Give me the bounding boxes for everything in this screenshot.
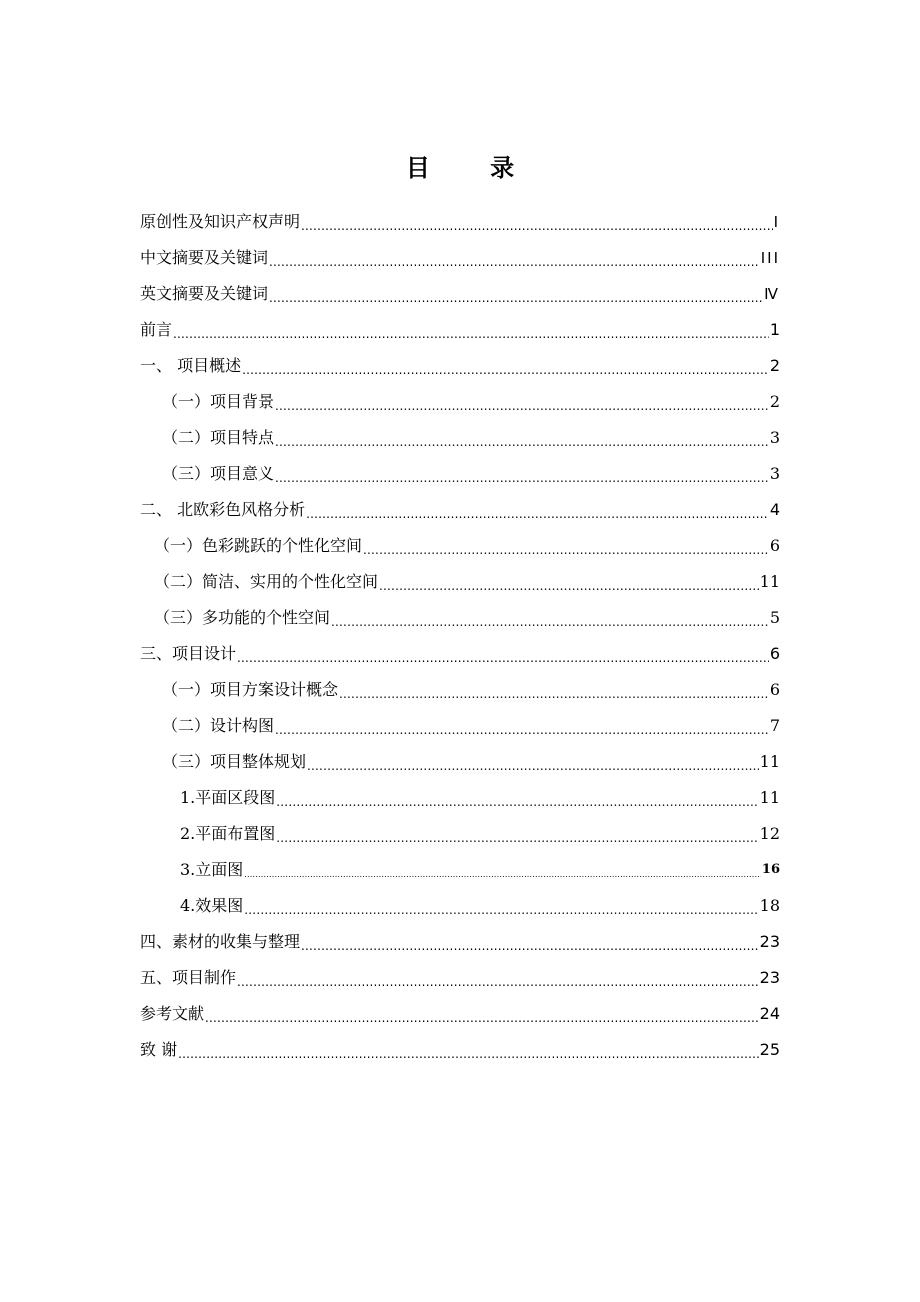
toc-entry[interactable]	[140, 456, 780, 492]
dot-leader	[173, 324, 769, 344]
toc-entry[interactable]	[140, 672, 780, 708]
dot-leader	[205, 1008, 759, 1028]
toc-entry-label: 原创性及知识产权声明	[140, 212, 301, 231]
toc-entry-page: 11	[759, 752, 780, 771]
toc-entry[interactable]	[140, 312, 780, 348]
dot-leader	[306, 504, 769, 524]
dot-leader	[237, 648, 769, 668]
toc-entry-label: 二、 北欧彩色风格分析	[140, 500, 306, 519]
toc-entry-label: （一）色彩跳跃的个性化空间	[154, 536, 363, 555]
toc-entry-label: 参考文献	[140, 1004, 205, 1023]
dot-leader	[244, 900, 758, 920]
toc-entry-label: （三）多功能的个性空间	[154, 608, 331, 627]
toc-entry[interactable]	[140, 960, 780, 996]
toc-entry-page: 23	[759, 932, 780, 951]
toc-entry-page: 3	[769, 464, 780, 483]
dot-leader	[307, 756, 759, 776]
toc-entry[interactable]	[140, 600, 780, 636]
toc-entry[interactable]	[140, 348, 780, 384]
dot-leader	[301, 216, 773, 236]
toc-entry-page: Ⅰ	[773, 213, 780, 231]
toc-entry-label: 三、项目设计	[140, 644, 237, 663]
toc-entry-page: ⅠⅠⅠ	[760, 249, 780, 267]
toc-entry-page: 3	[769, 428, 780, 447]
toc-entry-page: 12	[759, 824, 780, 843]
toc-entry-label: （一）项目方案设计概念	[162, 680, 339, 699]
toc-entry-page: 18	[759, 896, 780, 915]
toc-entry-label: 致 谢	[140, 1040, 178, 1059]
dot-leader	[275, 720, 769, 740]
toc-entry[interactable]	[140, 1032, 780, 1068]
toc-entry-label: 英文摘要及关键词	[140, 284, 269, 303]
toc-entry-label: （二）简洁、实用的个性化空间	[154, 572, 379, 591]
dot-leader	[237, 972, 759, 992]
toc-entry-label: 一、 项目概述	[140, 356, 242, 375]
toc-entry[interactable]	[140, 852, 780, 888]
toc-entry-label: （一）项目背景	[162, 392, 275, 411]
toc-entry-label: 中文摘要及关键词	[140, 248, 269, 267]
toc-entry[interactable]	[140, 276, 780, 312]
toc-entry-page: 5	[769, 608, 780, 627]
toc-entry-label: 4.效果图	[180, 896, 244, 915]
toc-entry-page: Ⅳ	[764, 285, 780, 303]
toc-entry-page: 4	[769, 500, 780, 519]
dot-leader	[242, 360, 769, 380]
toc-entry-page: 1	[769, 320, 780, 339]
toc-entry[interactable]	[140, 744, 780, 780]
toc-entry[interactable]	[140, 888, 780, 924]
toc-entry-label: （二）设计构图	[162, 716, 275, 735]
dot-leader	[276, 828, 758, 848]
toc-entry-page: 6	[769, 644, 780, 663]
toc-entry-label: 2.平面布置图	[180, 824, 276, 843]
dot-leader	[379, 576, 759, 596]
toc-entry-label: 3.立面图	[180, 860, 244, 879]
dot-leader	[269, 288, 763, 308]
toc-title: 目 录	[405, 154, 541, 182]
toc-entry[interactable]	[140, 780, 780, 816]
dot-leader	[275, 432, 769, 452]
toc-entry-label: 四、素材的收集与整理	[140, 932, 301, 951]
toc-entry-page: 11	[759, 572, 780, 591]
toc-entry[interactable]	[140, 240, 780, 276]
dot-leader	[178, 1044, 759, 1064]
toc-entry[interactable]	[140, 708, 780, 744]
toc-entry[interactable]	[140, 204, 780, 240]
toc-entry[interactable]	[140, 924, 780, 960]
toc-entry-page: 25	[759, 1040, 780, 1059]
toc-entry[interactable]	[140, 816, 780, 852]
toc-entry[interactable]	[140, 492, 780, 528]
toc-entry-page: 2	[769, 392, 780, 411]
dot-leader	[363, 540, 769, 560]
toc-entry[interactable]	[140, 996, 780, 1032]
toc-entry[interactable]	[140, 528, 780, 564]
toc-entry-label: （三）项目整体规划	[162, 752, 307, 771]
toc-entry[interactable]	[140, 564, 780, 600]
toc-entry-page: 24	[759, 1004, 780, 1023]
toc-entry-page: 6	[769, 536, 780, 555]
dot-leader	[276, 792, 758, 812]
toc-entry-page: 7	[769, 716, 780, 735]
toc-entry[interactable]	[140, 636, 780, 672]
dot-leader	[275, 396, 769, 416]
dot-leader	[275, 468, 769, 488]
dot-leader	[301, 936, 759, 956]
dot-leader	[269, 252, 760, 272]
table-of-contents	[140, 204, 780, 1068]
toc-entry-page: 23	[759, 968, 780, 987]
toc-entry-page: 2	[769, 356, 780, 375]
toc-entry-label: 五、项目制作	[140, 968, 237, 987]
dot-leader	[244, 865, 761, 885]
toc-entry-label: 前言	[140, 320, 173, 339]
toc-entry-page: 6	[769, 680, 780, 699]
toc-entry-page: 11	[759, 788, 780, 807]
toc-entry-label: 1.平面区段图	[180, 788, 276, 807]
toc-entry[interactable]	[140, 420, 780, 456]
toc-entry-label: （二）项目特点	[162, 428, 275, 447]
toc-entry[interactable]	[140, 384, 780, 420]
toc-entry-page: 16	[761, 862, 780, 877]
dot-leader	[339, 684, 769, 704]
dot-leader	[331, 612, 769, 632]
toc-entry-label: （三）项目意义	[162, 464, 275, 483]
